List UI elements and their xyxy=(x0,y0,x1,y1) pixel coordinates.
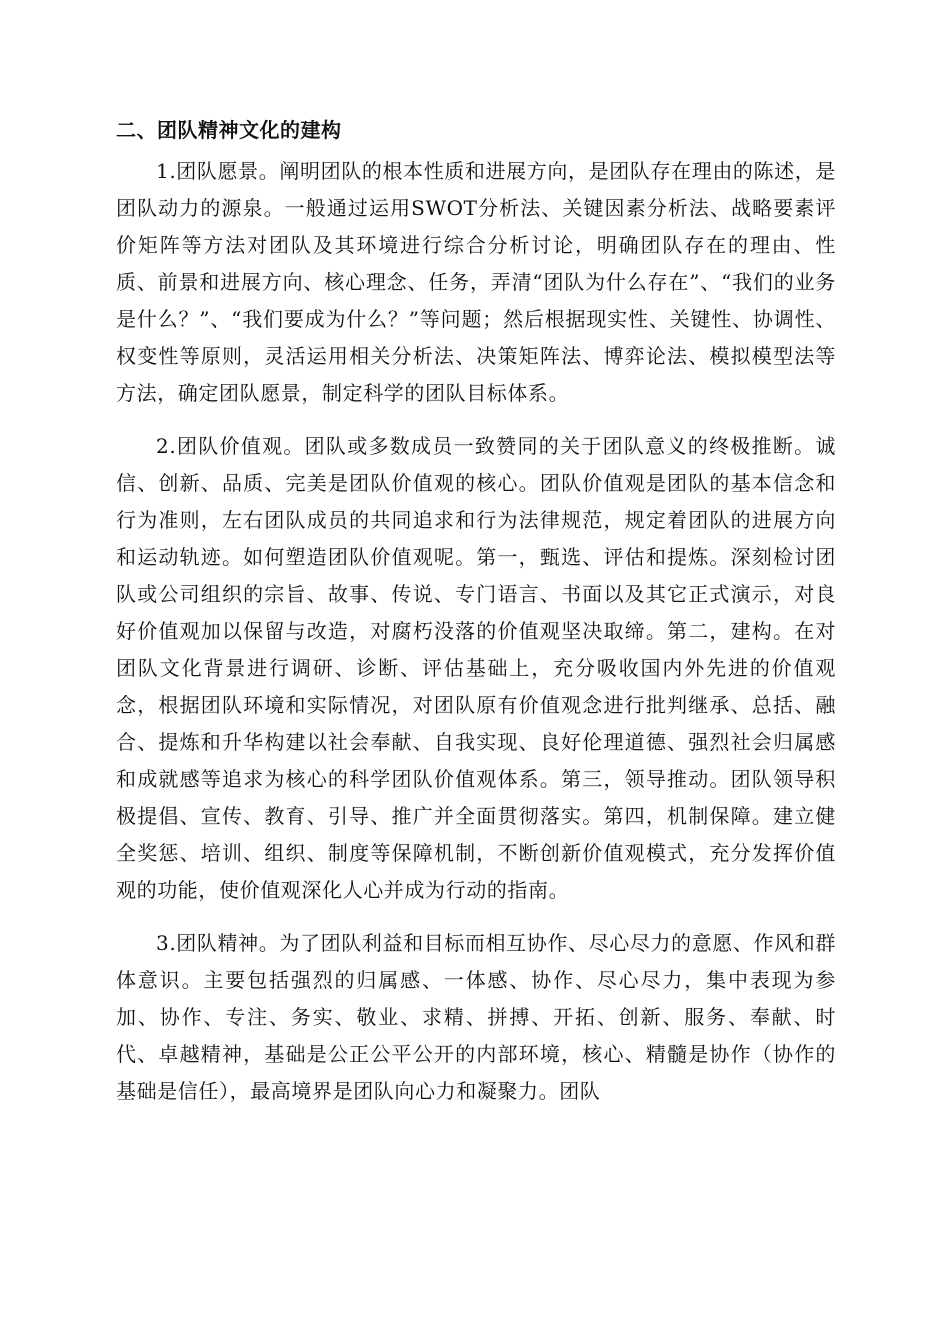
paragraph-team-spirit: 3.团队精神。为了团队利益和目标而相互协作、尽心尽力的意愿、作风和群体意识。主要包括强烈的归属感、一体感、协作、尽心尽力，集中表现为参加、协作、专注、务实、敬业、求精、拼搏、开拓、创新、服务、奉献、时代、卓越精神，基础是公正公平公开的内部环境，核心、精髓是协作（协作的基础是信任），最高境界是团队向心力和凝聚力。团队 xyxy=(116,931,836,1103)
document-body xyxy=(116,112,836,1126)
paragraph-team-vision: 1.团队愿景。阐明团队的根本性质和进展方向，是团队存在理由的陈述，是团队动力的源泉。一般通过运用SWOT分析法、关键因素分析法、战略要素评价矩阵等方法对团队及其环境进行综合分析讨论，明确团队存在的理由、性质、前景和进展方向、核心理念、任务，弄清“团队为什么存在”、“我们的业务是什么？”、“我们要成为什么？”等问题；然后根据现实性、关键性、协调性、权变性等原则，灵活运用相关分析法、决策矩阵法、博弈论法、模拟模型法等方法，确定团队愿景，制定科学的团队目标体系。 xyxy=(116,159,836,405)
section-heading: 二、团队精神文化的建构 xyxy=(116,118,342,142)
paragraph-team-values: 2.团队价值观。团队或多数成员一致赞同的关于团队意义的终极推断。诚信、创新、品质、完美是团队价值观的核心。团队价值观是团队的基本信念和行为准则，左右团队成员的共同追求和行为法律规范，规定着团队的进展方向和运动轨迹。如何塑造团队价值观呢。第一，甄选、评估和提炼。深刻检讨团队或公司组织的宗旨、故事、传说、专门语言、书面以及其它正式演示，对良好价值观加以保留与改造，对腐朽没落的价值观坚决取缔。第二，建构。在对团队文化背景进行调研、诊断、评估基础上，充分吸收国内外先进的价值观念，根据团队环境和实际情况，对团队原有价值观念进行批判继承、总括、融合、提炼和升华构建以社会奉献、自我实现、良好伦理道德、强烈社会归属感和成就感等追求为核心的科学团队价值观体系。第三，领导推动。团队领导积极提倡、宣传、教育、引导、推广并全面贯彻落实。第四，机制保障。建立健全奖惩、培训、组织、制度等保障机制，不断创新价值观模式，充分发挥价值观的功能，使价值观深化人心并成为行动的指南。 xyxy=(116,434,836,902)
